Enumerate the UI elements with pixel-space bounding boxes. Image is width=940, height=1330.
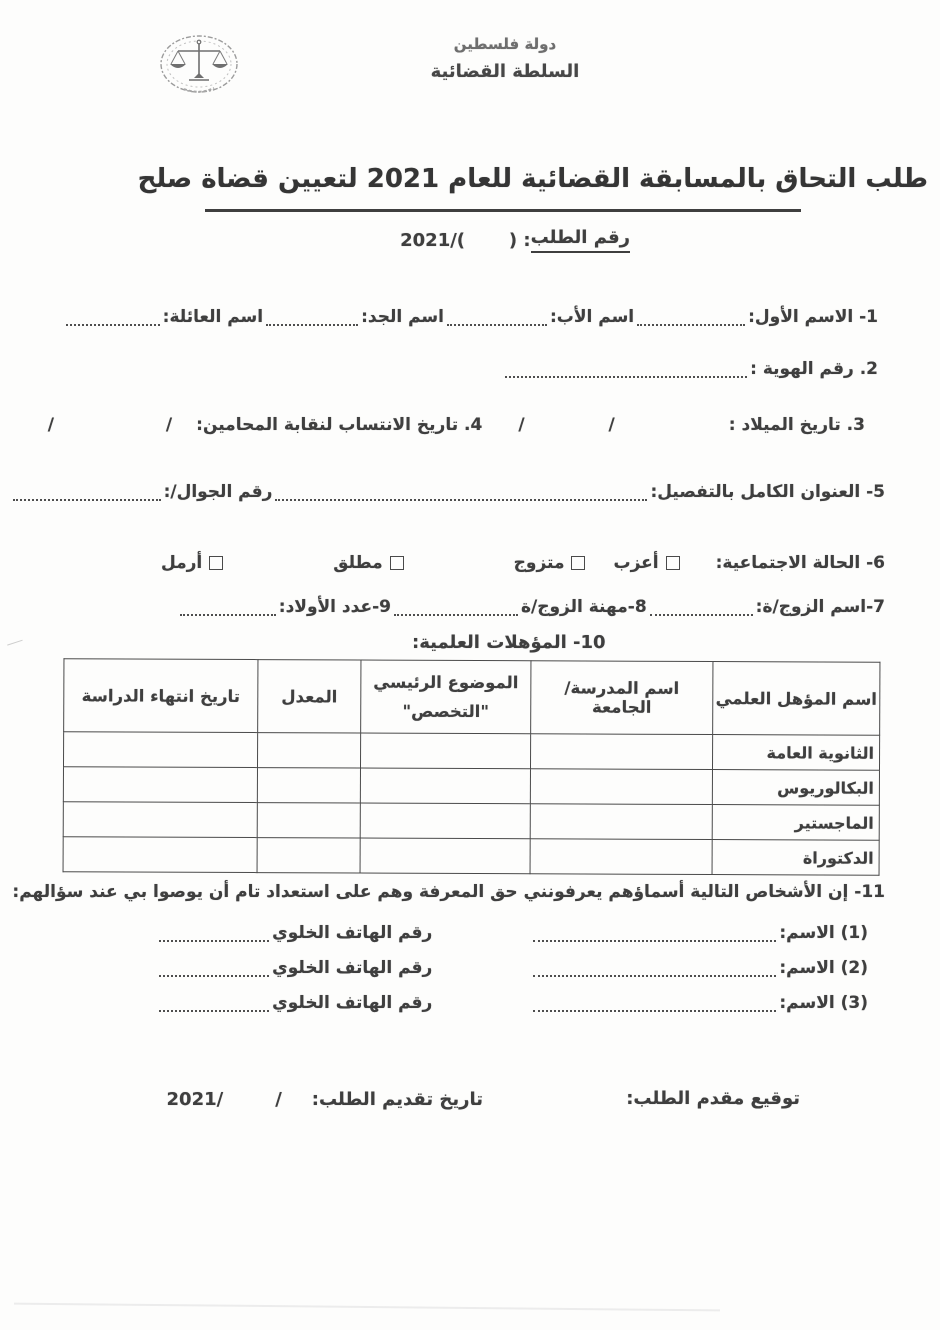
- table-row: [63, 837, 879, 876]
- checkbox-single-icon: [666, 556, 680, 570]
- marital-option-divorced: [333, 552, 403, 575]
- reference-3-phone-field: [159, 997, 269, 1012]
- bar-association-date-label: 4. تاريخ الانتساب لنقابة المحامين:: [196, 415, 483, 435]
- reference-1-name-field: [533, 927, 776, 942]
- cell-empty: [257, 803, 360, 838]
- submission-date-label: تاريخ تقديم الطلب:: [311, 1089, 483, 1110]
- qualifications-table: [63, 658, 881, 876]
- field-dates-line: [48, 414, 865, 437]
- reference-2-phone-field: [159, 962, 269, 977]
- reference-line-3: [156, 992, 868, 1015]
- application-number-label: رقم الطلب: [531, 226, 630, 253]
- marital-option-married-label: متزوج: [513, 553, 565, 573]
- marital-option-single: [613, 552, 679, 575]
- references-intro: 11- إن الأشخاص التالية أسماؤهم يعرفونني حق المعرفة وهم على استعداد تام أن يوصوا بي عند سؤالهم:: [12, 882, 885, 902]
- col-study-end-date: تاريخ انتهاء الدراسة: [64, 659, 258, 733]
- scan-edge-line: [14, 1303, 720, 1312]
- birth-date-slash-1: /: [608, 415, 615, 435]
- cell-empty: [63, 802, 257, 838]
- marital-option-married: [514, 552, 586, 575]
- row-master-label: الماجستير: [712, 805, 879, 841]
- table-row: [63, 732, 879, 771]
- judicial-authority-emblem: [156, 33, 242, 101]
- cell-empty: [360, 803, 530, 839]
- col-gpa: المعدل: [258, 660, 361, 733]
- table-row: [63, 767, 879, 806]
- application-number-value: : ( )/2021: [400, 230, 531, 251]
- row-highschool-label: الثانوية العامة: [712, 735, 879, 771]
- family-name-field: [66, 311, 160, 326]
- cell-empty: [530, 769, 712, 805]
- cell-empty: [530, 839, 712, 875]
- col-qualification-name: اسم المؤهل العلمي: [713, 662, 880, 736]
- col-main-subject: [361, 660, 531, 734]
- row-bachelor-label: البكالوريوس: [712, 770, 879, 806]
- reference-line-1: [156, 922, 868, 945]
- col-main-subject-line2: "التخصص": [402, 701, 490, 722]
- cell-empty: [257, 768, 360, 803]
- cell-empty: [63, 732, 257, 768]
- authority-name: السلطة القضائية: [430, 61, 580, 82]
- reference-3-name-label: (3) الاسم:: [779, 993, 868, 1013]
- children-count-field: [180, 601, 276, 616]
- submission-date-slash: /: [275, 1089, 282, 1110]
- scales-of-justice-icon: [156, 33, 242, 101]
- form-title: طلب التحاق بالمسابقة القضائية للعام 2021 لتعيين قضاة صلح: [137, 164, 928, 194]
- reference-3-name-field: [533, 997, 776, 1012]
- cell-empty: [360, 838, 530, 874]
- applicant-signature-label: توقيع مقدم الطلب:: [626, 1088, 800, 1109]
- field-id-line: [502, 358, 878, 381]
- cell-empty: [63, 837, 257, 873]
- id-number-field: [505, 363, 747, 378]
- submission-date-line: [167, 1088, 483, 1112]
- spouse-job-label: 8-مهنة الزوج/ة: [520, 597, 647, 617]
- marital-option-widowed: [161, 552, 223, 575]
- spouse-job-field: [394, 601, 518, 616]
- field-spouse-line: [177, 596, 885, 619]
- family-name-label: اسم العائلة:: [162, 307, 264, 327]
- cell-empty: [257, 838, 360, 873]
- spouse-name-field: [650, 601, 753, 616]
- cell-empty: [360, 768, 530, 804]
- cell-empty: [530, 734, 712, 770]
- checkbox-widowed-icon: [209, 556, 223, 570]
- father-name-label: اسم الأب:: [549, 307, 635, 327]
- cell-empty: [530, 804, 712, 840]
- reference-1-name-label: (1) الاسم:: [779, 923, 868, 943]
- address-field: [275, 486, 647, 501]
- state-name: دولة فلسطين: [453, 35, 557, 53]
- mobile-number-label: رقم الجوال/:: [163, 482, 273, 502]
- marital-status-label: 6- الحالة الاجتماعية:: [715, 553, 885, 573]
- reference-2-name-label: (2) الاسم:: [779, 958, 868, 978]
- birth-date-label: 3. تاريخ الميلاد :: [728, 415, 865, 435]
- table-row: [63, 802, 879, 841]
- bar-date-slash-2: /: [47, 415, 54, 435]
- scan-mark-artifact: [7, 640, 25, 653]
- cell-empty: [360, 733, 530, 769]
- bar-date-slash-1: /: [165, 415, 173, 435]
- field-address-line: [10, 481, 885, 504]
- checkbox-married-icon: [571, 556, 585, 570]
- marital-option-widowed-label: أرمل: [160, 553, 203, 573]
- application-number-line: [400, 226, 630, 253]
- title-underline: [205, 209, 801, 212]
- checkbox-divorced-icon: [390, 556, 404, 570]
- qualifications-header-row: [64, 659, 880, 736]
- row-doctorate-label: الدكتوراة: [712, 840, 879, 876]
- field-marital-line: [161, 552, 885, 575]
- reference-2-phone-label: رقم الهاتف الخلوي: [272, 958, 433, 978]
- qualifications-section-title: 10- المؤهلات العلمية:: [412, 632, 606, 653]
- grandfather-name-label: اسم الجد:: [361, 307, 444, 327]
- marital-option-single-label: أعزب: [613, 553, 659, 573]
- id-number-label: 2. رقم الهوية :: [750, 359, 878, 379]
- father-name-field: [447, 311, 547, 326]
- reference-2-name-field: [533, 962, 776, 977]
- reference-line-2: [156, 957, 868, 980]
- first-name-field: [637, 311, 745, 326]
- submission-date-year: /2021: [166, 1089, 224, 1110]
- field-names-line: [63, 306, 878, 329]
- first-name-label: 1- الاسم الأول:: [748, 307, 878, 327]
- col-main-subject-line1: الموضوع الرئيسي: [373, 672, 519, 693]
- reference-1-phone-label: رقم الهاتف الخلوي: [272, 923, 433, 943]
- col-school-university: اسم المدرسة/ الجامعة: [531, 661, 713, 735]
- spouse-name-label: 7-اسم الزوج/ة:: [755, 597, 885, 617]
- children-count-label: 9-عدد الأولاد:: [278, 597, 391, 617]
- mobile-number-field: [13, 486, 161, 501]
- reference-3-phone-label: رقم الهاتف الخلوي: [272, 993, 433, 1013]
- letterhead: [425, 35, 585, 82]
- reference-1-phone-field: [159, 927, 269, 942]
- grandfather-name-field: [266, 311, 358, 326]
- birth-date-slash-2: /: [518, 415, 525, 435]
- cell-empty: [63, 767, 257, 803]
- marital-option-divorced-label: مطلق: [333, 553, 383, 573]
- address-label: 5- العنوان الكامل بالتفصيل:: [650, 482, 885, 502]
- cell-empty: [257, 733, 360, 768]
